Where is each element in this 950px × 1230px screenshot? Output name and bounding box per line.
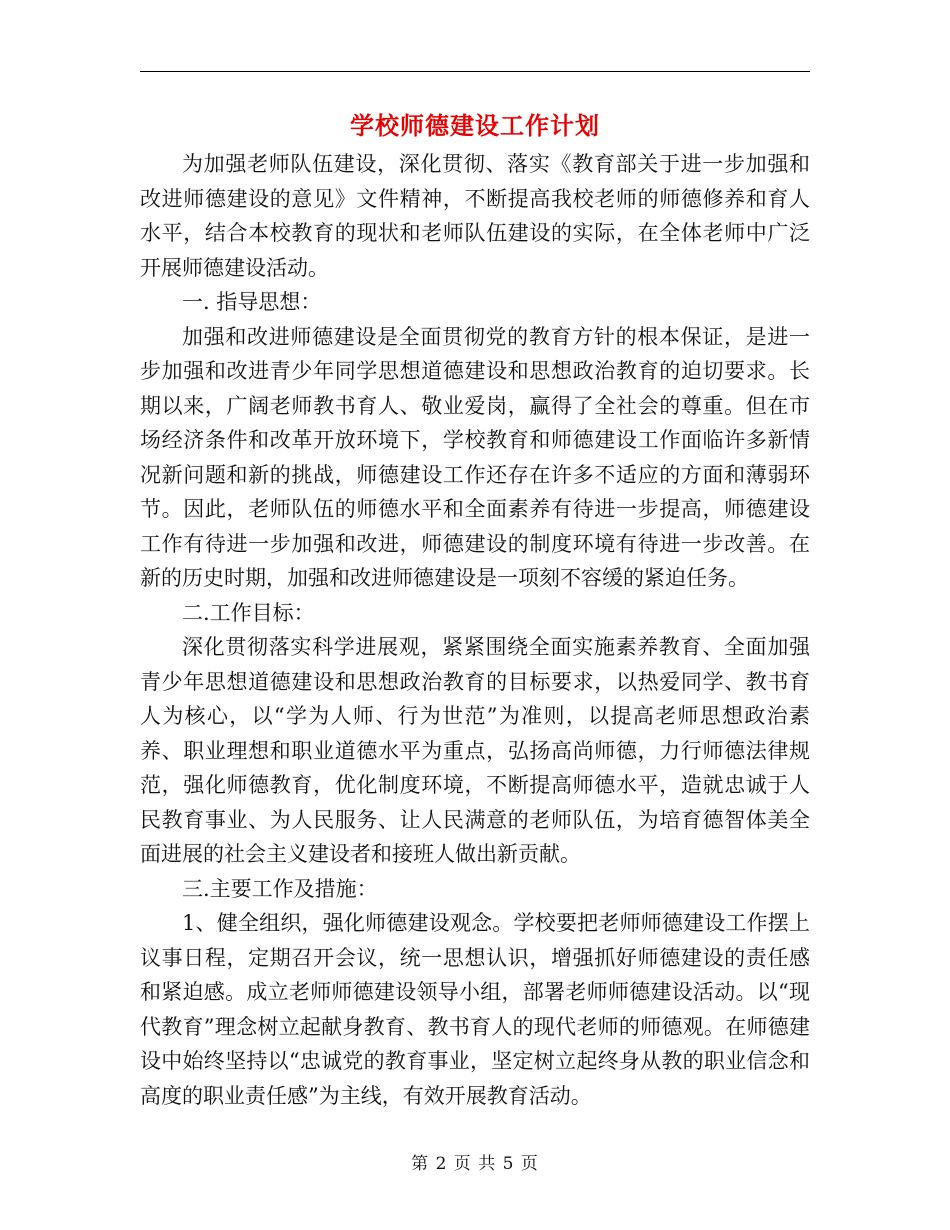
page-total: 5 [502,1154,515,1174]
header-rule [140,71,810,72]
page-label-suffix: 页 [520,1154,539,1174]
paragraph-work-goals: 深化贯彻落实科学进展观，紧紧围绕全面实施素养教育、全面加强青少年思想道德建设和思想政治教育的目标要求，以热爱同学、教书育人为核心，以“学为人师、行为世范”为准则，以提高老师思想政治素养、职业理想和职业道德水平为重点，弘扬高尚师德，力行师德法律规范，强化师德教育，优化制度环境，不断提高师德水平，造就忠诚于人民教育事业、为人民服务、让人民满意的老师队伍，为培育德智体美全面进展的社会主义建设者和接班人做出新贡献。 [140,635,810,866]
document-body [140,147,810,1113]
paragraph-measure-1: 1、健全组织，强化师德建设观念。学校要把老师师德建设工作摆上议事日程，定期召开会议，统一思想认识，增强抓好师德建设的责任感和紧迫感。成立老师师德建设领导小组，部署老师师德建设活动。以“现代教育”理念树立起献身教育、教书育人的现代老师的师德观。在师德建设中始终坚持以“忠诚党的教育事业，坚定树立起终身从教的职业信念和高度的职业责任感”为主线，有效开展教育活动。 [140,911,810,1108]
page-number-footer [140,1152,810,1176]
page-label-mid: 页 共 [453,1154,497,1174]
page-current: 2 [435,1154,448,1174]
document-title: 学校师德建设工作计划 [350,111,600,140]
heading-main-measures: 三.主要工作及措施： [182,876,378,901]
paragraph-guiding-ideology: 加强和改进师德建设是全面贯彻党的教育方针的根本保证，是进一步加强和改进青少年同学思想道德建设和思想政治教育的迫切要求。长期以来，广阔老师教书育人、敬业爱岗，赢得了全社会的尊重。但在市场经济条件和改革开放环境下，学校教育和师德建设工作面临许多新情况新问题和新的挑战，师德建设工作还存在许多不适应的方面和薄弱环节。因此，老师队伍的师德水平和全面素养有待进一步提高，师德建设工作有待进一步加强和改进，师德建设的制度环境有待进一步改善。在新的历史时期，加强和改进师德建设是一项刻不容缓的紧迫任务。 [140,324,810,590]
paragraph-intro: 为加强老师队伍建设，深化贯彻、落实《教育部关于进一步加强和改进师德建设的意见》文件精神，不断提高我校老师的师德修养和育人水平，结合本校教育的现状和老师队伍建设的实际，在全体老师中广泛开展师德建设活动。 [140,152,810,280]
page-label-prefix: 第 [411,1154,430,1174]
heading-guiding-ideology: 一. 指导思想： [182,290,322,314]
heading-work-goals: 二.工作目标： [182,600,315,625]
